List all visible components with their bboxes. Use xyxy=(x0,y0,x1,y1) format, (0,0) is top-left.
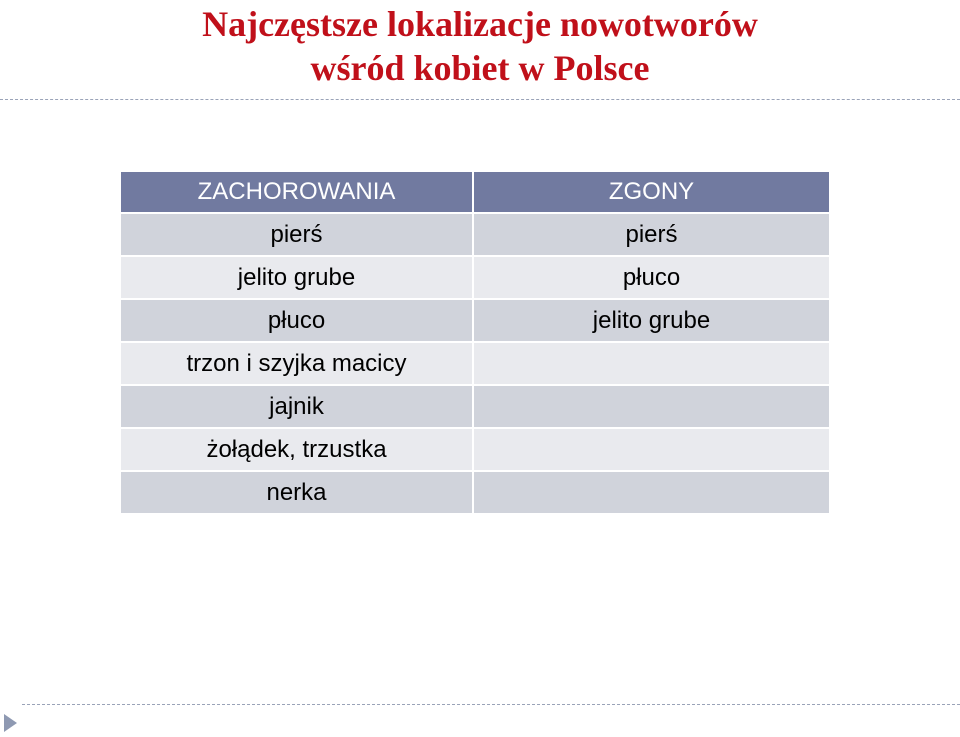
footer-divider xyxy=(22,704,960,705)
incidence-cell: płuco xyxy=(121,300,474,343)
deaths-cell xyxy=(474,343,829,386)
incidence-cell: jelito grube xyxy=(121,257,474,300)
incidence-cell: trzon i szyjka macicy xyxy=(121,343,474,386)
table-row xyxy=(121,343,829,386)
incidence-cell: pierś xyxy=(121,214,474,257)
deaths-cell: pierś xyxy=(474,214,829,257)
cancer-table xyxy=(121,172,829,515)
header-deaths: ZGONY xyxy=(474,172,829,214)
triangle-right-icon xyxy=(4,714,17,732)
deaths-cell xyxy=(474,429,829,472)
page-title xyxy=(0,2,960,90)
deaths-cell xyxy=(474,472,829,515)
table-row xyxy=(121,257,829,300)
header-incidence: ZACHOROWANIA xyxy=(121,172,474,214)
table-row xyxy=(121,472,829,515)
incidence-cell: nerka xyxy=(121,472,474,515)
table-row xyxy=(121,429,829,472)
title-divider xyxy=(0,99,960,100)
deaths-cell: jelito grube xyxy=(474,300,829,343)
incidence-cell: jajnik xyxy=(121,386,474,429)
incidence-cell: żołądek, trzustka xyxy=(121,429,474,472)
deaths-cell xyxy=(474,386,829,429)
table-row xyxy=(121,214,829,257)
table-row xyxy=(121,386,829,429)
deaths-cell: płuco xyxy=(474,257,829,300)
page-title-line-2: wśród kobiet w Polsce xyxy=(310,48,650,88)
table-row xyxy=(121,300,829,343)
table-header-row xyxy=(121,172,829,214)
page-title-line-1: Najczęstsze lokalizacje nowotworów xyxy=(202,4,758,44)
